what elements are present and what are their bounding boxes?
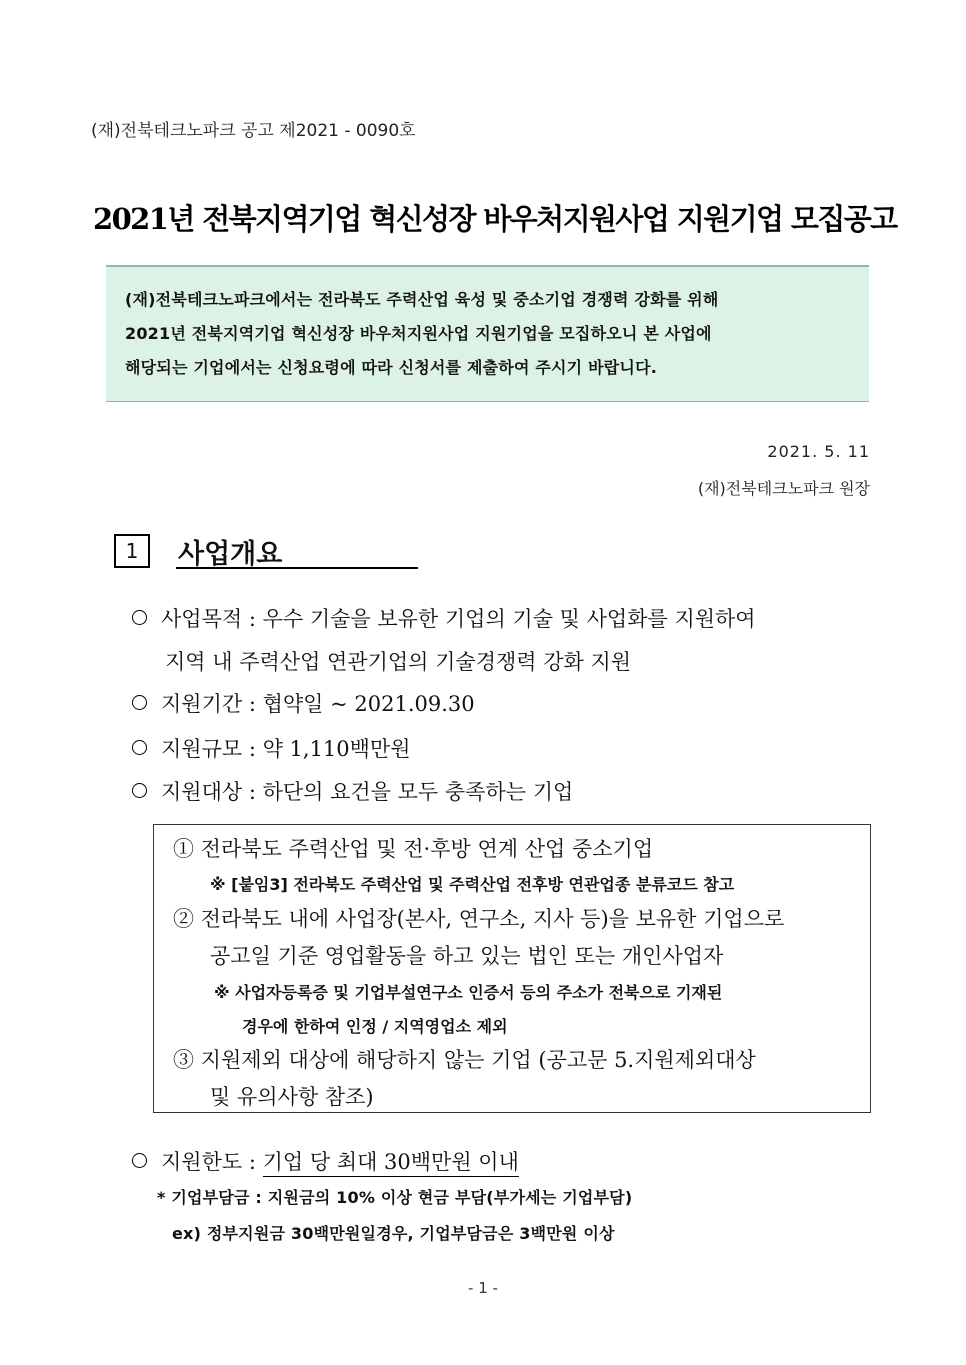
bullet-scale bbox=[132, 733, 411, 763]
period-text: 지원기간 : 협약일 ~ 2021.09.30 bbox=[161, 692, 475, 716]
page-title: 2021년 전북지역기업 혁신성장 바우처지원사업 지원기업 모집공고 bbox=[93, 202, 897, 236]
scale-text: 지원규모 : 약 1,110백만원 bbox=[161, 737, 411, 761]
requirement-3-continuation: 및 유의사항 참조) bbox=[210, 1085, 374, 1109]
limit-value: 기업 당 최대 30백만원 이내 bbox=[263, 1150, 519, 1177]
requirements-box bbox=[153, 824, 871, 1113]
bullet-limit bbox=[132, 1146, 519, 1176]
intro-line: 2021년 전북지역기업 혁신성장 바우처지원사업 지원기업을 모집하오니 본 사업에 bbox=[125, 324, 712, 343]
notice-number: (재)전북테크노파크 공고 제2021 - 0090호 bbox=[91, 121, 416, 141]
section-underline bbox=[176, 567, 418, 569]
requirement-2-continuation: 공고일 기준 영업활동을 하고 있는 법인 또는 개인사업자 bbox=[210, 944, 724, 968]
issuer: (재)전북테크노파크 원장 bbox=[697, 479, 870, 498]
target-text: 지원대상 : 하단의 요건을 모두 충족하는 기업 bbox=[161, 780, 574, 804]
requirement-2-note-continuation: 경우에 한하여 인정 / 지역영업소 제외 bbox=[242, 1017, 508, 1036]
intro-line: (재)전북테크노파크에서는 전라북도 주력산업 육성 및 중소기업 경쟁력 강화를 위해 bbox=[125, 290, 719, 309]
requirement-1: ① 전라북도 주력산업 및 전·후방 연계 산업 중소기업 bbox=[173, 837, 654, 861]
bullet-period bbox=[132, 688, 475, 718]
circle-bullet-icon bbox=[132, 695, 147, 710]
notice-date: 2021. 5. 11 bbox=[767, 442, 870, 461]
circle-bullet-icon bbox=[132, 610, 147, 625]
section-number: 1 bbox=[114, 534, 150, 568]
intro-box bbox=[106, 265, 869, 402]
purpose-text: 사업목적 : 우수 기술을 보유한 기업의 기술 및 사업화를 지원하여 bbox=[161, 607, 756, 631]
bullet-target bbox=[132, 776, 573, 806]
requirement-1-note: ※ [붙임3] 전라북도 주력산업 및 주력산업 전후방 연관업종 분류코드 참고 bbox=[210, 875, 735, 894]
circle-bullet-icon bbox=[132, 740, 147, 755]
circle-bullet-icon bbox=[132, 1153, 147, 1168]
limit-label: 지원한도 : bbox=[161, 1150, 263, 1174]
bullet-purpose bbox=[132, 603, 756, 633]
requirement-3: ③ 지원제외 대상에 해당하지 않는 기업 (공고문 5.지원제외대상 bbox=[173, 1048, 756, 1072]
section-title: 사업개요 bbox=[178, 539, 283, 570]
burden-example: ex) 정부지원금 30백만원일경우, 기업부담금은 3백만원 이상 bbox=[172, 1224, 615, 1243]
burden-note: * 기업부담금 : 지원금의 10% 이상 현금 부담(부가세는 기업부담) bbox=[157, 1188, 633, 1207]
requirement-2: ② 전라북도 내에 사업장(본사, 연구소, 지사 등)을 보유한 기업으로 bbox=[173, 907, 785, 931]
intro-line: 해당되는 기업에서는 신청요령에 따라 신청서를 제출하여 주시기 바랍니다. bbox=[125, 358, 658, 377]
purpose-continuation: 지역 내 주력산업 연관기업의 기술경쟁력 강화 지원 bbox=[165, 650, 632, 674]
circle-bullet-icon bbox=[132, 783, 147, 798]
requirement-2-note: ※ 사업자등록증 및 기업부설연구소 인증서 등의 주소가 전북으로 기재된 bbox=[214, 983, 723, 1002]
page-number: - 1 - bbox=[468, 1279, 498, 1297]
